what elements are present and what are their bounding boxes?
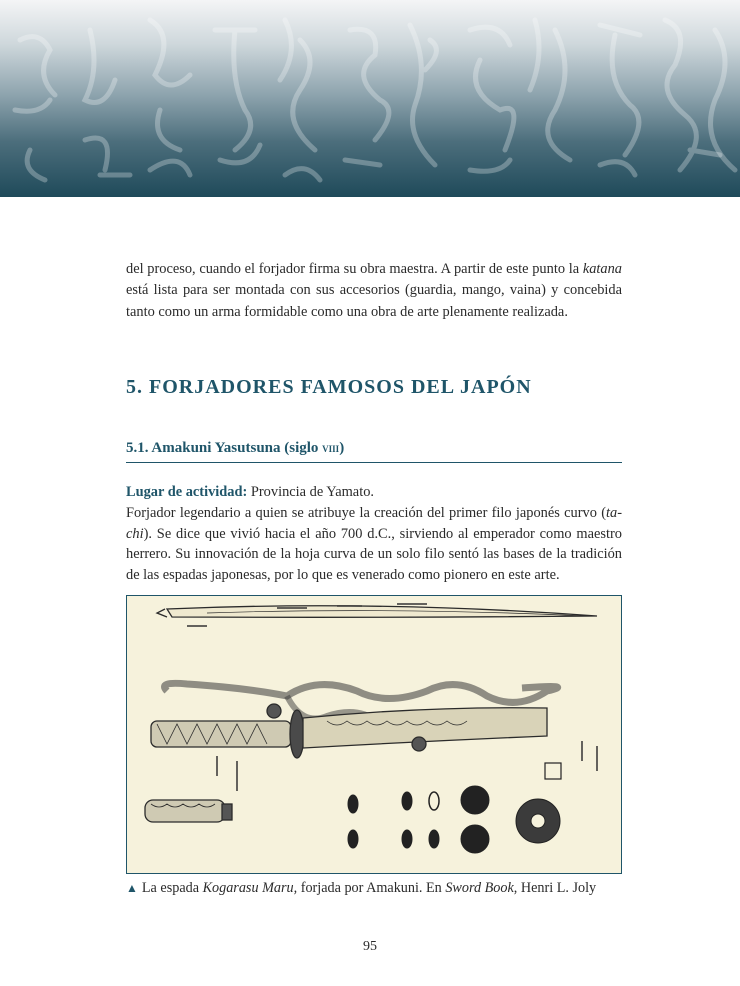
intro-line3: tanto como un arma formidable como una obra de arte plenamente realizada. (126, 303, 568, 320)
sword-illustration (126, 595, 622, 874)
intro-line2: está lista para ser montada con sus accesorios (guardia, mango, vaina) y concebida (126, 282, 622, 299)
sword-name: Kogarasu Maru, (202, 880, 298, 896)
activity-label: Lugar de actividad: (126, 484, 248, 500)
blade (167, 606, 597, 618)
caption-before: La espada (141, 880, 203, 896)
sword-drawing (127, 596, 621, 873)
century-roman: viii (322, 440, 340, 455)
intro-paragraph (126, 259, 622, 323)
calligraphy-pattern (0, 0, 740, 197)
triangle-marker-icon: ▲ (126, 881, 138, 895)
subsection-title-main: 5.1. Amakuni Yasutsuna (siglo (126, 440, 323, 456)
tsuba-detail-1 (461, 786, 489, 814)
intro-line1: del proceso, cuando el forjador firma su obra maestra. A partir de este punto la (126, 261, 583, 277)
tachi-term-1: ta- (606, 504, 622, 521)
katana-term: katana (582, 261, 622, 277)
sash-cord (165, 683, 558, 702)
body-line3: herrero. Su innovación de la hoja curva de un solo filo sentó las bases de la tradición (126, 546, 622, 563)
subsection-title (126, 440, 622, 463)
body-line2: ). Se dice que vivió hacia el año 700 d.C., sirviendo al emperador como maestro (143, 525, 622, 542)
activity-place: Provincia de Yamato. (247, 484, 374, 500)
header-banner (0, 0, 740, 197)
tsuba-detail-2 (461, 825, 489, 853)
body-paragraph (126, 482, 622, 586)
detached-hilt (145, 800, 225, 822)
book-title: Sword Book (445, 880, 514, 896)
section-title: 5. FORJADORES FAMOSOS DEL JAPÓN (126, 376, 532, 398)
page-number: 95 (363, 939, 377, 954)
caption-middle: forjada por Amakuni. En (297, 880, 446, 896)
subsection-title-end: ) (339, 440, 345, 456)
figure-caption (126, 880, 596, 897)
body-line1: Forjador legendario a quien se atribuye la creación del primer filo japonés curvo ( (126, 504, 606, 521)
tachi-term-2: chi (126, 525, 144, 542)
body-line4: de las espadas japonesas, por lo que es venerado como pionero en este arte. (126, 567, 560, 584)
caption-author: , Henri L. Joly (513, 880, 597, 896)
tsuba (290, 710, 304, 758)
